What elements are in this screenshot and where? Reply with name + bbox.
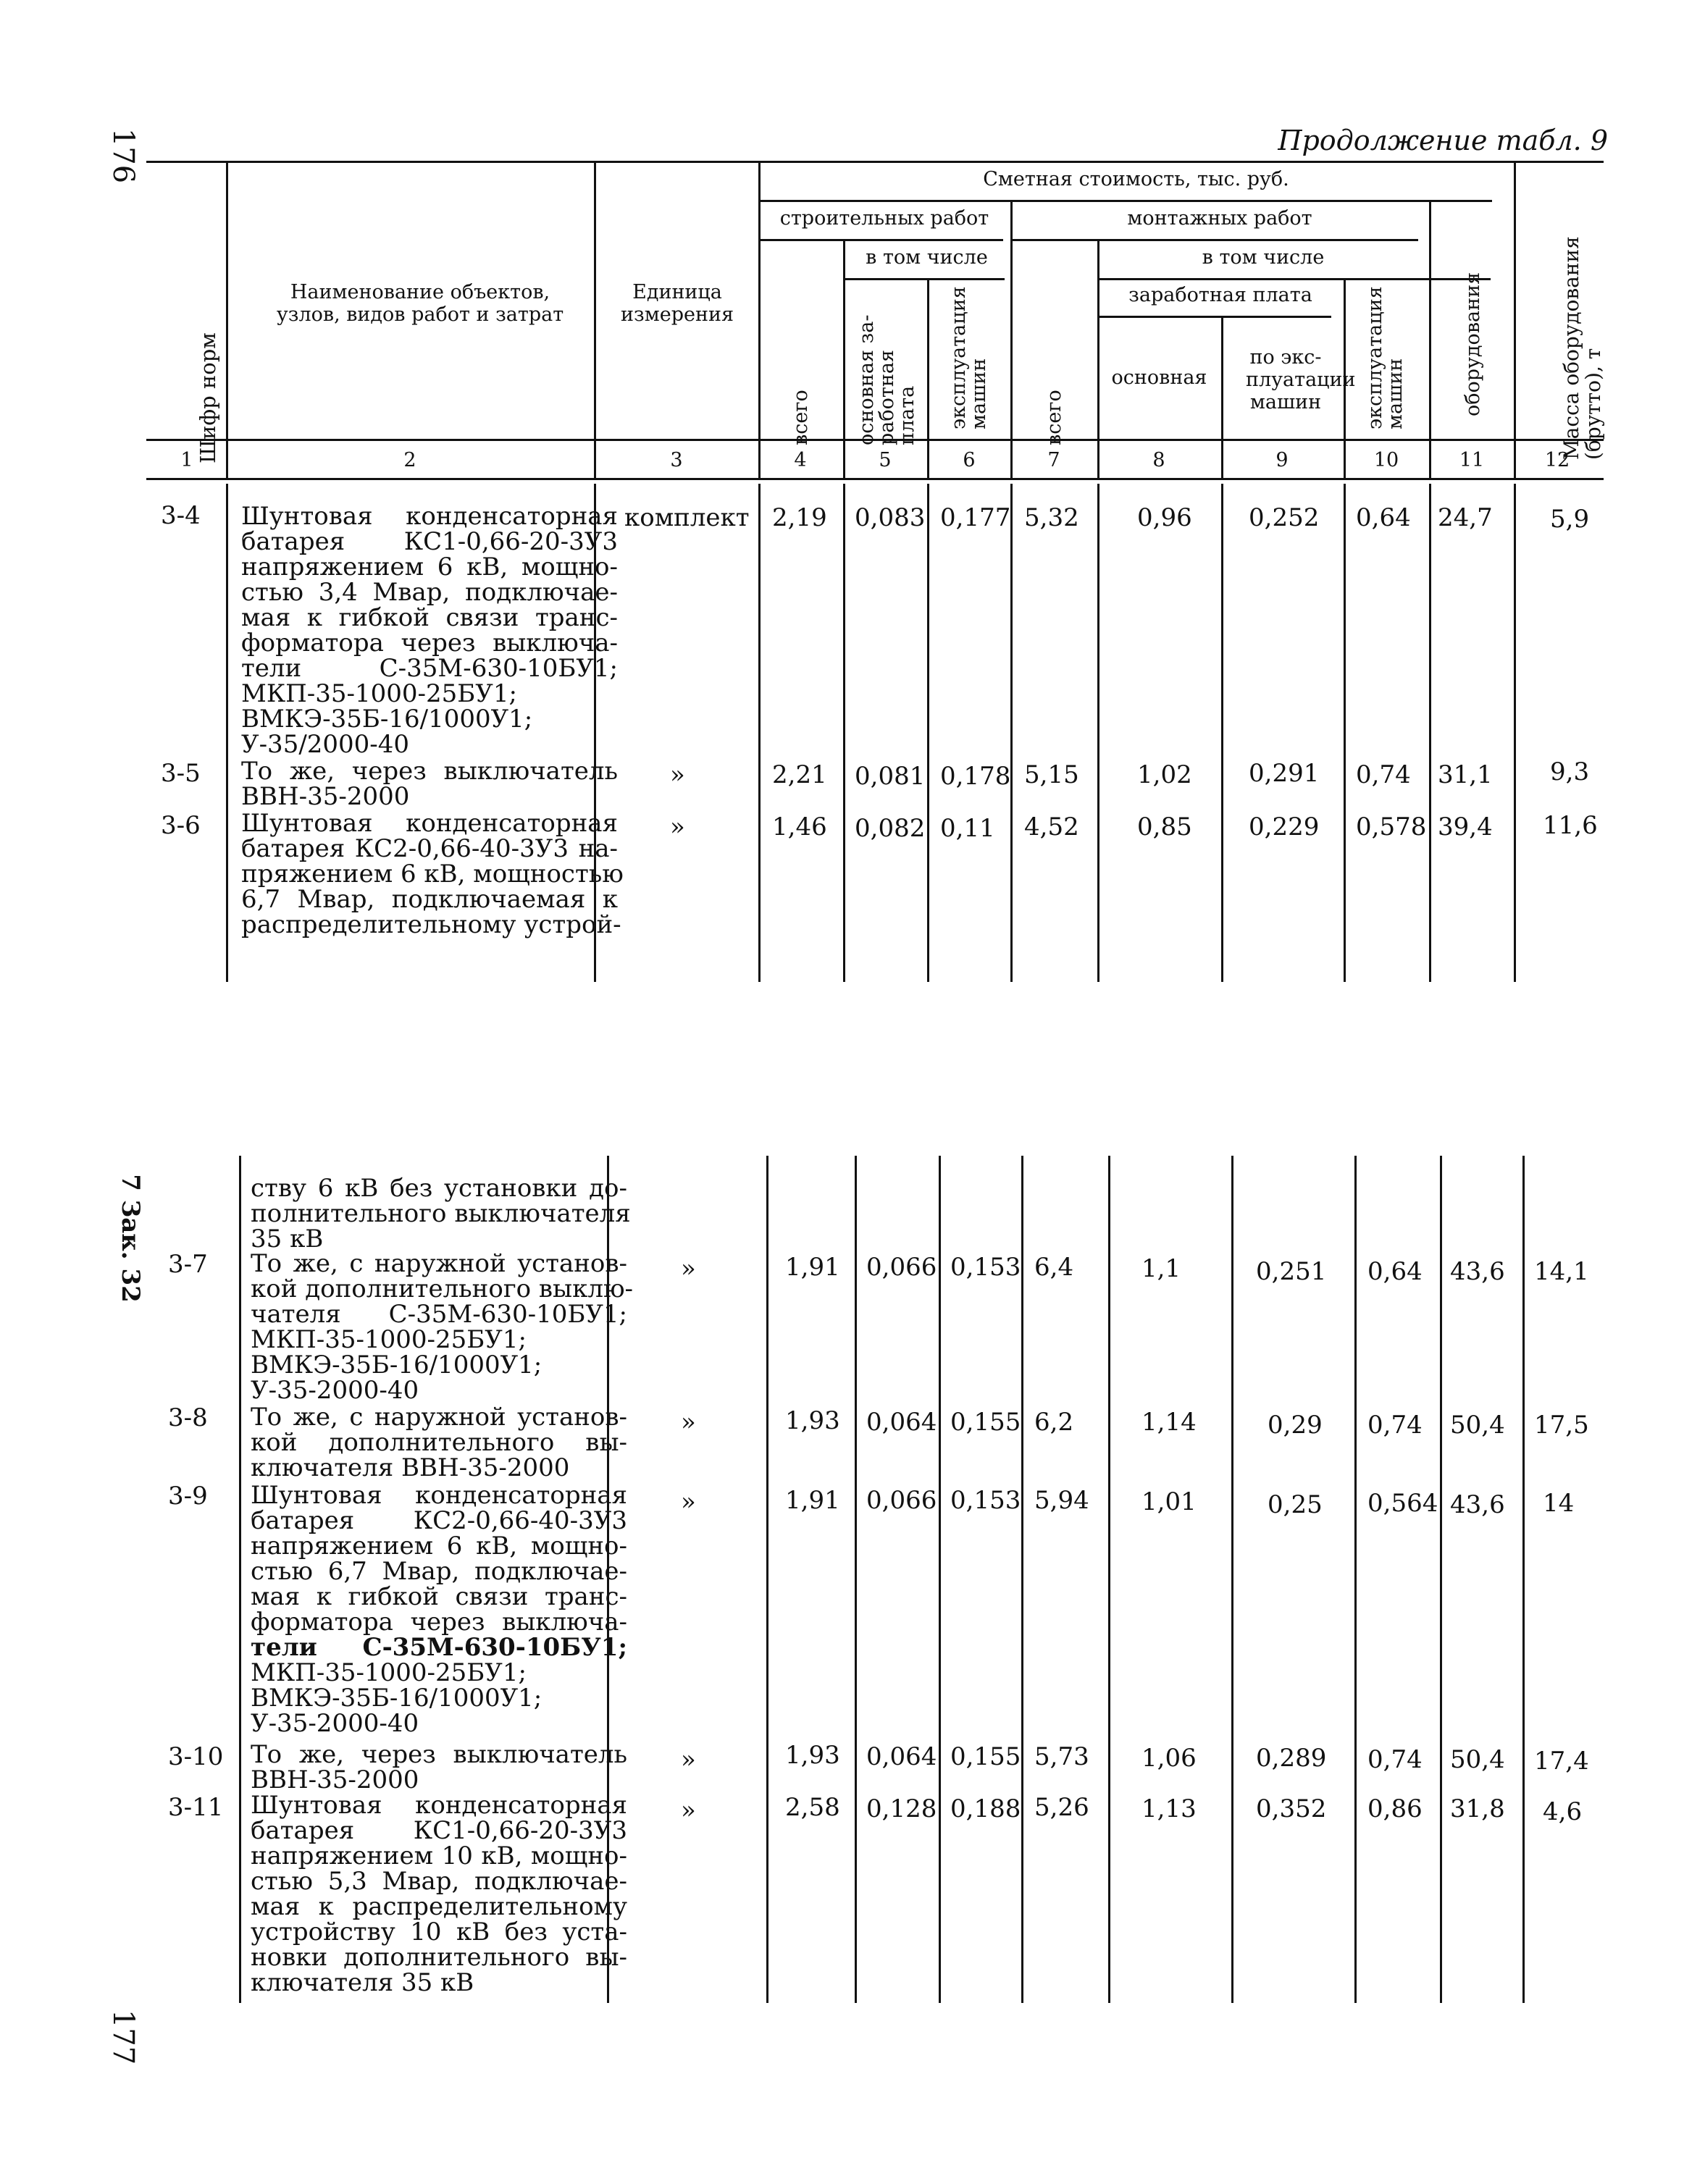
value-cell: 1,91 bbox=[785, 1486, 840, 1515]
header-total-installation: всего bbox=[1043, 390, 1065, 445]
value-cell: 0,252 bbox=[1249, 503, 1320, 532]
value-cell: 17,4 bbox=[1534, 1747, 1589, 1776]
value-cell: 1,01 bbox=[1141, 1487, 1197, 1516]
row-unit: » bbox=[681, 1796, 696, 1825]
value-cell: 31,8 bbox=[1450, 1794, 1505, 1823]
row-description: То же, через выключатель ВВН-35-2000 bbox=[241, 757, 618, 811]
row-code: 3-8 bbox=[168, 1403, 208, 1432]
value-cell: 0,083 bbox=[855, 503, 926, 532]
value-cell: 0,86 bbox=[1367, 1794, 1423, 1823]
row-description: То же, с наружной установ- кой дополнительного выклю- чателя С-35М-630-10БУ1; МКП-35-1000-25БУ1; ВМКЭ-35Б-16/1000У1; У-35-2000-40 bbox=[251, 1249, 634, 1405]
col-number: 11 bbox=[1459, 449, 1485, 471]
col-number: 12 bbox=[1544, 449, 1570, 471]
value-cell: 50,4 bbox=[1450, 1745, 1505, 1774]
value-cell: 14,1 bbox=[1534, 1257, 1589, 1286]
value-cell: 0,25 bbox=[1268, 1490, 1323, 1519]
col-number: 8 bbox=[1152, 449, 1165, 471]
header-basic: основная bbox=[1111, 366, 1207, 389]
value-cell: 1,14 bbox=[1141, 1408, 1197, 1437]
value-cell: 0,064 bbox=[866, 1742, 937, 1771]
continuation-caption: Продолжение табл. 9 bbox=[1278, 125, 1608, 156]
row-unit: » bbox=[681, 1487, 696, 1516]
value-cell: 1,93 bbox=[785, 1741, 840, 1770]
value-cell: 0,153 bbox=[950, 1253, 1021, 1282]
header-machines-installation: эксплуатация машин bbox=[1364, 286, 1407, 429]
header-name: Наименование объектов, узлов, видов работ и затрат bbox=[276, 281, 564, 327]
header-code: Шифр норм bbox=[196, 332, 220, 463]
value-cell: 11,6 bbox=[1543, 811, 1598, 840]
col-number: 7 bbox=[1047, 449, 1060, 471]
value-cell: 1,93 bbox=[785, 1406, 840, 1435]
value-cell: 0,74 bbox=[1356, 760, 1411, 789]
value-cell: 1,46 bbox=[772, 812, 827, 841]
row-code: 3-4 bbox=[161, 501, 201, 530]
value-cell: 0,155 bbox=[950, 1742, 1021, 1771]
value-cell: 0,066 bbox=[866, 1486, 937, 1515]
col-number: 1 bbox=[180, 449, 193, 471]
value-cell: 5,9 bbox=[1550, 505, 1590, 534]
value-cell: 0,85 bbox=[1137, 812, 1192, 841]
row-code: 3-9 bbox=[168, 1482, 208, 1511]
value-cell: 0,128 bbox=[866, 1794, 937, 1823]
header-wages: заработная плата bbox=[1128, 284, 1312, 306]
value-cell: 0,066 bbox=[866, 1253, 937, 1282]
value-cell: 1,13 bbox=[1141, 1794, 1197, 1823]
value-cell: 0,153 bbox=[950, 1486, 1021, 1515]
value-cell: 4,6 bbox=[1543, 1797, 1583, 1826]
value-cell: 1,06 bbox=[1141, 1744, 1197, 1773]
header-installation: монтажных работ bbox=[1127, 207, 1312, 230]
value-cell: 17,5 bbox=[1534, 1411, 1589, 1440]
value-cell: 0,96 bbox=[1137, 503, 1192, 532]
value-cell: 0,081 bbox=[855, 762, 926, 791]
value-cell: 0,11 bbox=[940, 814, 995, 843]
value-cell: 1,1 bbox=[1141, 1254, 1181, 1283]
value-cell: 0,289 bbox=[1256, 1744, 1327, 1773]
right-page-number: 177 bbox=[106, 2009, 140, 2065]
value-cell: 0,64 bbox=[1356, 503, 1411, 532]
value-cell: 0,564 bbox=[1367, 1489, 1438, 1518]
value-cell: 5,26 bbox=[1034, 1793, 1089, 1822]
value-cell: 0,74 bbox=[1367, 1745, 1423, 1774]
value-cell: 9,3 bbox=[1550, 757, 1590, 786]
row-description: То же, через выключатель ВВН-35-2000 bbox=[251, 1740, 627, 1794]
row-code: 3-10 bbox=[168, 1742, 224, 1771]
col-number: 3 bbox=[670, 449, 683, 471]
row-unit: » bbox=[681, 1254, 696, 1283]
value-cell: 5,15 bbox=[1024, 760, 1079, 789]
row-description: Шунтовая конденсаторная батарея КС1-0,66-20-3У3 напряжением 10 кВ, мощно- стью 5,3 Мвар, подключае- мая к распределительному устройству 10 кВ без уста- новки дополнительного вы- ключателя 35 кВ bbox=[251, 1791, 627, 1997]
row-code: 3-11 bbox=[168, 1793, 224, 1822]
col-number: 10 bbox=[1373, 449, 1399, 471]
col-number: 2 bbox=[403, 449, 416, 471]
left-page-number: 176 bbox=[106, 127, 140, 184]
value-cell: 0,178 bbox=[940, 762, 1011, 791]
header-total-construction: всего bbox=[789, 390, 812, 445]
value-cell: 43,6 bbox=[1450, 1257, 1505, 1286]
value-cell: 39,4 bbox=[1438, 812, 1493, 841]
header-unit: Единица измерения bbox=[621, 281, 734, 327]
value-cell: 0,29 bbox=[1268, 1411, 1323, 1440]
row-unit: » bbox=[681, 1745, 696, 1774]
row-code: 3-5 bbox=[161, 759, 201, 788]
header-equipment: оборудования bbox=[1462, 272, 1484, 416]
order-mark: 7 Зак. 32 bbox=[116, 1174, 145, 1303]
value-cell: 2,19 bbox=[772, 503, 827, 532]
header-including-installation: в том числе bbox=[1202, 246, 1325, 269]
value-cell: 2,21 bbox=[772, 760, 827, 789]
value-cell: 1,91 bbox=[785, 1253, 840, 1282]
row-description: Шунтовая конденсаторная батарея КС2-0,66-40-3У3 на- пряжением 6 кВ, мощностью 6,7 Мвар, подключаемая к распределительному устрой- bbox=[241, 809, 624, 939]
value-cell: 0,64 bbox=[1367, 1257, 1423, 1286]
value-cell: 5,73 bbox=[1034, 1742, 1089, 1771]
value-cell: 43,6 bbox=[1450, 1490, 1505, 1519]
row-code: 3-7 bbox=[168, 1250, 208, 1279]
value-cell: 0,291 bbox=[1249, 759, 1320, 788]
col-number: 9 bbox=[1275, 449, 1289, 471]
header-including-construction: в том числе bbox=[866, 246, 988, 269]
value-cell: 4,52 bbox=[1024, 812, 1079, 841]
header-mass: Масса оборудования (брутто), т bbox=[1559, 236, 1605, 460]
row-unit: » bbox=[681, 1408, 696, 1437]
value-cell: 0,082 bbox=[855, 814, 926, 843]
row-code: 3-6 bbox=[161, 811, 201, 840]
header-estimated-cost: Сметная стоимость, тыс. руб. bbox=[983, 168, 1289, 190]
row-unit: » bbox=[670, 812, 685, 841]
col-number: 5 bbox=[879, 449, 892, 471]
header-basic-wages-construction: основная за-работная плата bbox=[855, 314, 918, 445]
value-cell: 5,94 bbox=[1034, 1486, 1089, 1515]
value-cell: 0,578 bbox=[1356, 812, 1427, 841]
value-cell: 0,229 bbox=[1249, 812, 1320, 841]
row-unit: комплект bbox=[624, 503, 750, 532]
value-cell: 0,064 bbox=[866, 1408, 937, 1437]
value-cell: 6,4 bbox=[1034, 1253, 1074, 1282]
value-cell: 0,177 bbox=[940, 503, 1011, 532]
header-construction: строительных работ bbox=[779, 207, 989, 230]
value-cell: 2,58 bbox=[785, 1793, 840, 1822]
header-machine-wages: по экс-плуатации машин bbox=[1246, 346, 1356, 414]
value-cell: 31,1 bbox=[1438, 760, 1493, 789]
col-number: 4 bbox=[794, 449, 807, 471]
row-unit: » bbox=[670, 760, 685, 789]
header-machines-construction: эксплуатация машин bbox=[947, 286, 990, 429]
col-number: 6 bbox=[963, 449, 976, 471]
value-cell: 0,352 bbox=[1256, 1794, 1327, 1823]
row-description: Шунтовая конденсаторная батарея КС1-0,66-20-3У3 напряжением 6 кВ, мощно- стью 3,4 Мвар, подключае- мая к гибкой связи транс- форматора через выключа- тели С-35М-630-10БУ1; МКП-35-1000-25БУ1; ВМКЭ-35Б-16/1000У1; У-35/2000-40 bbox=[241, 502, 618, 759]
value-cell: 6,2 bbox=[1034, 1408, 1074, 1437]
value-cell: 0,188 bbox=[950, 1794, 1021, 1823]
row-description: Шунтовая конденсаторная батарея КС2-0,66-40-3У3 напряжением 6 кВ, мощно- стью 6,7 Мвар, подключае- мая к гибкой связи транс- форматора через выключа- тели С-35М-630-10БУ1; МКП-35-1000-25БУ1; ВМКЭ-35Б-16/1000У1; У-35-2000-40 bbox=[251, 1481, 627, 1738]
value-cell: 0,74 bbox=[1367, 1411, 1423, 1440]
value-cell: 1,02 bbox=[1137, 760, 1192, 789]
row-description: То же, с наружной установ- кой дополнительного вы- ключателя ВВН-35-2000 bbox=[251, 1403, 627, 1482]
value-cell: 14 bbox=[1543, 1489, 1575, 1518]
value-cell: 5,32 bbox=[1024, 503, 1079, 532]
value-cell: 0,155 bbox=[950, 1408, 1021, 1437]
value-cell: 24,7 bbox=[1438, 503, 1493, 532]
value-cell: 0,251 bbox=[1256, 1257, 1327, 1286]
row-description: ству 6 кВ без установки до- полнительного выключателя 35 кВ bbox=[251, 1174, 631, 1253]
value-cell: 50,4 bbox=[1450, 1411, 1505, 1440]
